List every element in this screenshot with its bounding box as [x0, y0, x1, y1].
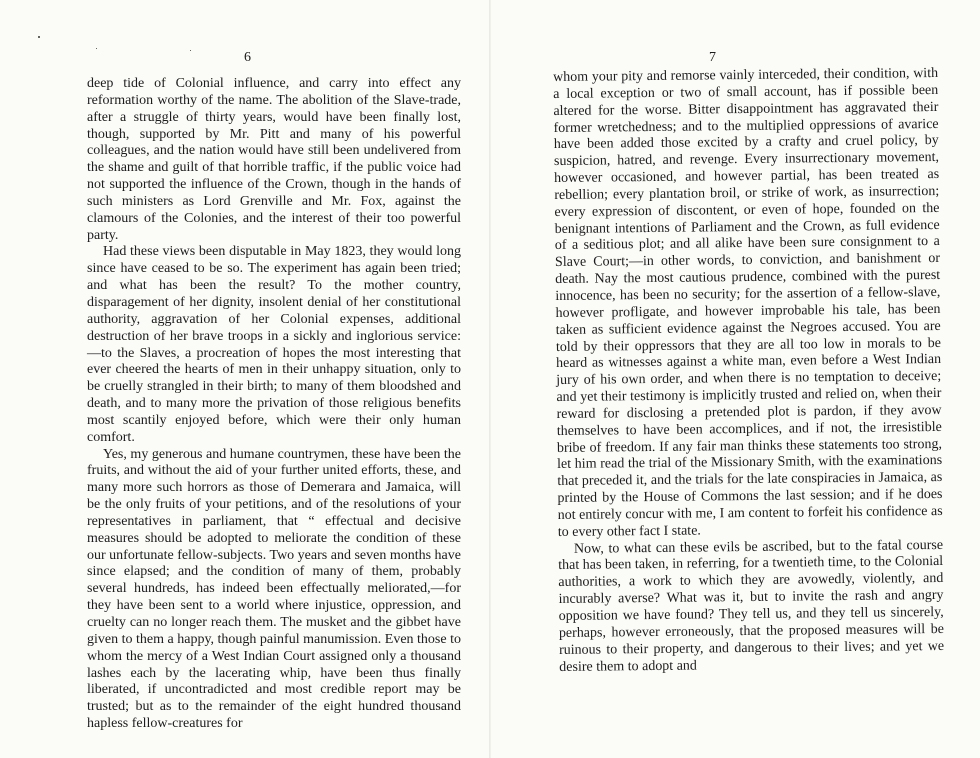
body-text	[87, 76, 461, 733]
body-text	[553, 66, 944, 676]
paragraph: deep tide of Colonial influence, and carry into effect any reformation worthy of the name. The abolition of the Slave-trade, after a struggle of thirty years, would have been finally lost, though, supported by Mr. Pitt and many of his powerful colleagues, and the nation would have still been undelivered from the shame and guilt of that horrible traffic, if the public voice had not supported the influence of the Crown, though in the hands of such ministers as Lord Grenville and Mr. Fox, against the clamours of the Colonies, and the interest of their too powerful party.	[87, 76, 461, 243]
paper-speck	[190, 50, 191, 51]
paragraph: Yes, my generous and humane countrymen, these have been the fruits, and without the aid of your further united efforts, these, and many more such horrors as those of Demerara and Jamaica, will be the only fruits of your petitions, and of the resolutions of your representatives in parliament, that “ effectual and decisive measures should be adopted to meliorate the condition of these our unfortunate fellow-subjects. Two years and seven months have since elapsed; and the condition of many of them, probably several hundreds, has indeed been effectually meliorated,—for they have been sent to a world where injustice, oppression, and cruelty can no longer reach them. The musket and the gibbet have given to them a happy, though painful manumission. Even those to whom the mercy of a West Indian Court assigned only a thousand lashes each by the lacerating whip, have been thus finally liberated, if uncontradicted and most credible report may be trusted; but as to the remainder of the eight hundred thousand hapless fellow-creatures for	[87, 446, 461, 732]
right-page	[490, 0, 980, 758]
paper-speck	[38, 36, 40, 38]
page-number: 7	[709, 50, 716, 65]
paper-speck	[96, 48, 97, 49]
paragraph: Had these views been disputable in May 1823, they would long since have ceased to be so. The experiment has again been tried; and what has been the result? To the mother country, disparagement of her dignity, insolent denial of her constitutional authority, aggravation of her Colonial expenses, additional destruction of her brave troops in a sickly and inglorious service:—to the Slaves, a procreation of hopes the most interesting that ever cheered the hearts of men in their unhappy situation, only to be cruelly strangled in their birth; to many of them bloodshed and death, and to many more the privation of those religious benefits most scantily enjoyed before, which were their only human comfort.	[87, 244, 461, 445]
paragraph: whom your pity and remorse vainly interceded, their condition, with a local exception or two of small account, has if possible been altered for the worse. Bitter disappointment has aggravated their former wretchedness; and to the multiplied oppressions of avarice have been added those excited by a crafty and cruel policy, by suspicion, hatred, and revenge. Every insurrectionary movement, however occasioned, and however partial, has been treated as rebellion; every plantation broil, or strike of work, as insurrection; every expression of discontent, or even of hope, founded on the benignant intentions of Parliament and the Crown, as full evidence of a seditious plot; and all alike have been sure consignment to a Slave Court;—in other words, to conviction, and banishment or death. Nay the most cautious prudence, combined with the purest innocence, has been no security; for the assertion of a fellow-slave, however profligate, and however improbable his tale, has been taken as sufficient evidence against the Negroes accused. You are told by their oppressors that they are all too low in morals to be heard as witnesses against a white man, even before a West Indian jury of his own order, and when there is no temptation to deceive; and yet their testimony is implicitly trusted and relied on, when their reward for disclosing a pretended plot is pardon, if they avow themselves to have been accomplices, and if not, the irresistible bribe of freedom. If any fair man thinks these statements too strong, let him read the trial of the Missionary Smith, with the examinations that preceded it, and the trials for the late conspiracies in Jamaica, as printed by the House of Commons the last session; and if he does not entirely concur with me, I am content to forfeit his confidence as to every other fact I state.	[553, 65, 943, 540]
paragraph: Now, to what can these evils be ascribed, but to the fatal course that has been taken, in referring, for a twentieth time, to the Colonial authorities, a work to which they are avowedly, violently, and incurably averse? What was it, but to invite the rash and angry opposition we have found? They tell us, and they tell us sincerely, perhaps, however erroneously, that the proposed measures will be ruinous to their property, and dangerous to their lives; and yet we desire them to adopt and	[558, 537, 945, 675]
page-number: 6	[244, 50, 251, 65]
